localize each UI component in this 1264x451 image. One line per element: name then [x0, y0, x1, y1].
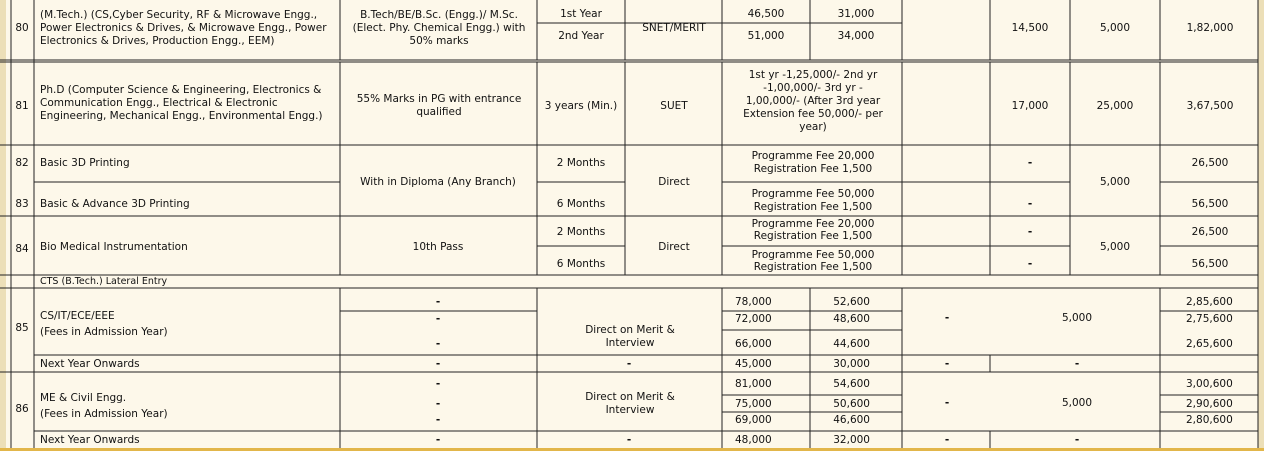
row-84-fee1: Programme Fee 20,000 Registration Fee 1,500 — [751, 218, 875, 242]
row-85-next-fb: 30,000 — [833, 358, 870, 370]
row-86-fa-2: 75,000 — [735, 398, 772, 410]
row-81-col10: 25,000 — [1096, 100, 1134, 112]
row-86-next-dash-admission: - — [626, 434, 632, 446]
row-85-next-dash-admission: - — [626, 358, 632, 370]
row-85-note: (Fees in Admission Year) — [40, 326, 168, 338]
row-81-fee: 1st yr -1,25,000/- 2nd yr -1,00,000/- 3rd yr - 1,00,000/- (After 3rd year Extension fee 50,000/- per year) — [743, 69, 883, 133]
row-84-col9-2: - — [1027, 258, 1033, 270]
row-82-83-admission: Direct — [658, 176, 690, 188]
row-85-fb-3: 44,600 — [833, 338, 870, 350]
row-83-number: 83 — [15, 198, 29, 210]
row-84-eligibility: 10th Pass — [412, 241, 464, 253]
row-80-col10: 5,000 — [1099, 22, 1131, 34]
row-86-next-dash-eligibility: - — [435, 434, 441, 446]
row-85-next-label: Next Year Onwards — [40, 358, 140, 370]
row-85-fa-3: 66,000 — [735, 338, 772, 350]
row-86-dash-3: - — [435, 414, 441, 426]
row-80-eligibility: B.Tech/BE/B.Sc. (Engg.)/ M.Sc. (Elect. Phy. Chemical Engg.) with 50% marks — [352, 9, 526, 47]
row-85-col10: 5,000 — [1061, 312, 1093, 324]
row-86-number: 86 — [15, 403, 29, 415]
row-84-duration2: 6 Months — [556, 258, 606, 270]
row-85-fb-1: 52,600 — [833, 296, 870, 308]
row-80-year1: 1st Year — [560, 8, 602, 20]
row-84-total1: 26,500 — [1191, 226, 1229, 238]
row-83-duration: 6 Months — [556, 198, 606, 210]
row-85-number: 85 — [15, 322, 29, 334]
row-85-fa-1: 78,000 — [735, 296, 772, 308]
row-83-total: 56,500 — [1191, 198, 1229, 210]
row-84-number: 84 — [15, 243, 29, 255]
row-81-total: 3,67,500 — [1186, 100, 1234, 112]
row-80-total: 1,82,000 — [1186, 22, 1234, 34]
row-85-next-dash-col10: - — [1074, 358, 1080, 370]
row-80-number: 80 — [15, 22, 29, 34]
row-81-col9: 17,000 — [1011, 100, 1049, 112]
row-81-duration: 3 years (Min.) — [544, 100, 618, 112]
row-85-dash-2: - — [435, 313, 441, 325]
row-80-fee-a2: 51,000 — [747, 30, 785, 42]
row-85-course: CS/IT/ECE/EEE — [40, 310, 115, 322]
row-82-duration: 2 Months — [556, 157, 606, 169]
row-86-fa-3: 69,000 — [735, 414, 772, 426]
row-86-course: ME & Civil Engg. — [40, 392, 127, 404]
row-80-admission: SNET/MERIT — [642, 22, 706, 34]
row-80-fee-a1: 46,500 — [747, 8, 785, 20]
row-86-next-fa: 48,000 — [735, 434, 772, 446]
row-80-year2: 2nd Year — [558, 30, 604, 42]
row-84-course: Bio Medical Instrumentation — [40, 241, 188, 253]
row-86-fb-2: 50,600 — [833, 398, 870, 410]
row-82-number: 82 — [15, 157, 29, 169]
row-85-total-1: 2,85,600 — [1186, 296, 1233, 308]
row-86-total-1: 3,00,600 — [1186, 378, 1233, 390]
row-85-dash-1: - — [435, 296, 441, 308]
row-86-admission: Direct on Merit & Interview — [585, 391, 675, 416]
row-85-next-dash-eligibility: - — [435, 358, 441, 370]
row-86-next-dash-col10: - — [1074, 434, 1080, 446]
row-86-col9: - — [944, 397, 950, 409]
row-84-fee2: Programme Fee 50,000 Registration Fee 1,500 — [751, 249, 875, 273]
row-85-total-3: 2,65,600 — [1186, 338, 1233, 350]
row-81-admission: SUET — [660, 100, 688, 112]
row-86-col10: 5,000 — [1061, 397, 1093, 409]
row-85-fa-2: 72,000 — [735, 313, 772, 325]
row-80-col9: 14,500 — [1011, 22, 1049, 34]
row-86-dash-1: - — [435, 378, 441, 390]
row-80-fee-b1: 31,000 — [837, 8, 875, 20]
row-83-course: Basic & Advance 3D Printing — [40, 198, 190, 210]
row-86-next-fb: 32,000 — [833, 434, 870, 446]
row-86-fb-1: 54,600 — [833, 378, 870, 390]
row-86-next-label: Next Year Onwards — [40, 434, 140, 446]
row-84-total2: 56,500 — [1191, 258, 1229, 270]
row-85-col9: - — [944, 312, 950, 324]
row-82-fee: Programme Fee 20,000 Registration Fee 1,500 — [751, 150, 875, 175]
row-85-next-dash-col9: - — [944, 358, 950, 370]
row-81-course: Ph.D (Computer Science & Engineering, Electronics & Communication Engg., Electrical & Electronic Engineering, Mechanical Engg., Environmental Engg.) — [40, 84, 323, 122]
row-85-next-fa: 45,000 — [735, 358, 772, 370]
row-85-dash-3: - — [435, 338, 441, 350]
section-cts-lateral-entry: CTS (B.Tech.) Lateral Entry — [40, 276, 168, 287]
row-86-next-dash-col9: - — [944, 434, 950, 446]
row-80-course: (M.Tech.) (CS,Cyber Security, RF & Microwave Engg., Power Electronics & Drives, & Microwave Engg., Power Electronics & Drives, Production Engg., EEM) — [40, 9, 327, 47]
row-86-fa-1: 81,000 — [735, 378, 772, 390]
row-84-duration1: 2 Months — [556, 226, 606, 238]
row-81-eligibility: 55% Marks in PG with entrance qualified — [356, 93, 522, 118]
row-86-dash-2: - — [435, 398, 441, 410]
row-82-83-eligibility: With in Diploma (Any Branch) — [360, 176, 516, 188]
row-84-col10: 5,000 — [1099, 241, 1131, 253]
row-82-col9: - — [1027, 157, 1033, 169]
row-83-col9: - — [1027, 198, 1033, 210]
row-84-col9-1: - — [1027, 226, 1033, 238]
row-83-fee: Programme Fee 50,000 Registration Fee 1,500 — [751, 188, 875, 213]
row-85-admission: Direct on Merit & Interview — [585, 324, 675, 349]
row-80-fee-b2: 34,000 — [837, 30, 875, 42]
row-84-admission: Direct — [658, 241, 690, 253]
row-86-total-2: 2,90,600 — [1186, 398, 1233, 410]
row-81-number: 81 — [15, 100, 29, 112]
row-86-fb-3: 46,600 — [833, 414, 870, 426]
row-85-fb-2: 48,600 — [833, 313, 870, 325]
row-85-total-2: 2,75,600 — [1186, 313, 1233, 325]
row-86-note: (Fees in Admission Year) — [40, 408, 168, 420]
row-82-83-col10: 5,000 — [1099, 176, 1131, 188]
row-82-total: 26,500 — [1191, 157, 1229, 169]
row-86-total-3: 2,80,600 — [1186, 414, 1233, 426]
row-82-course: Basic 3D Printing — [40, 157, 130, 169]
